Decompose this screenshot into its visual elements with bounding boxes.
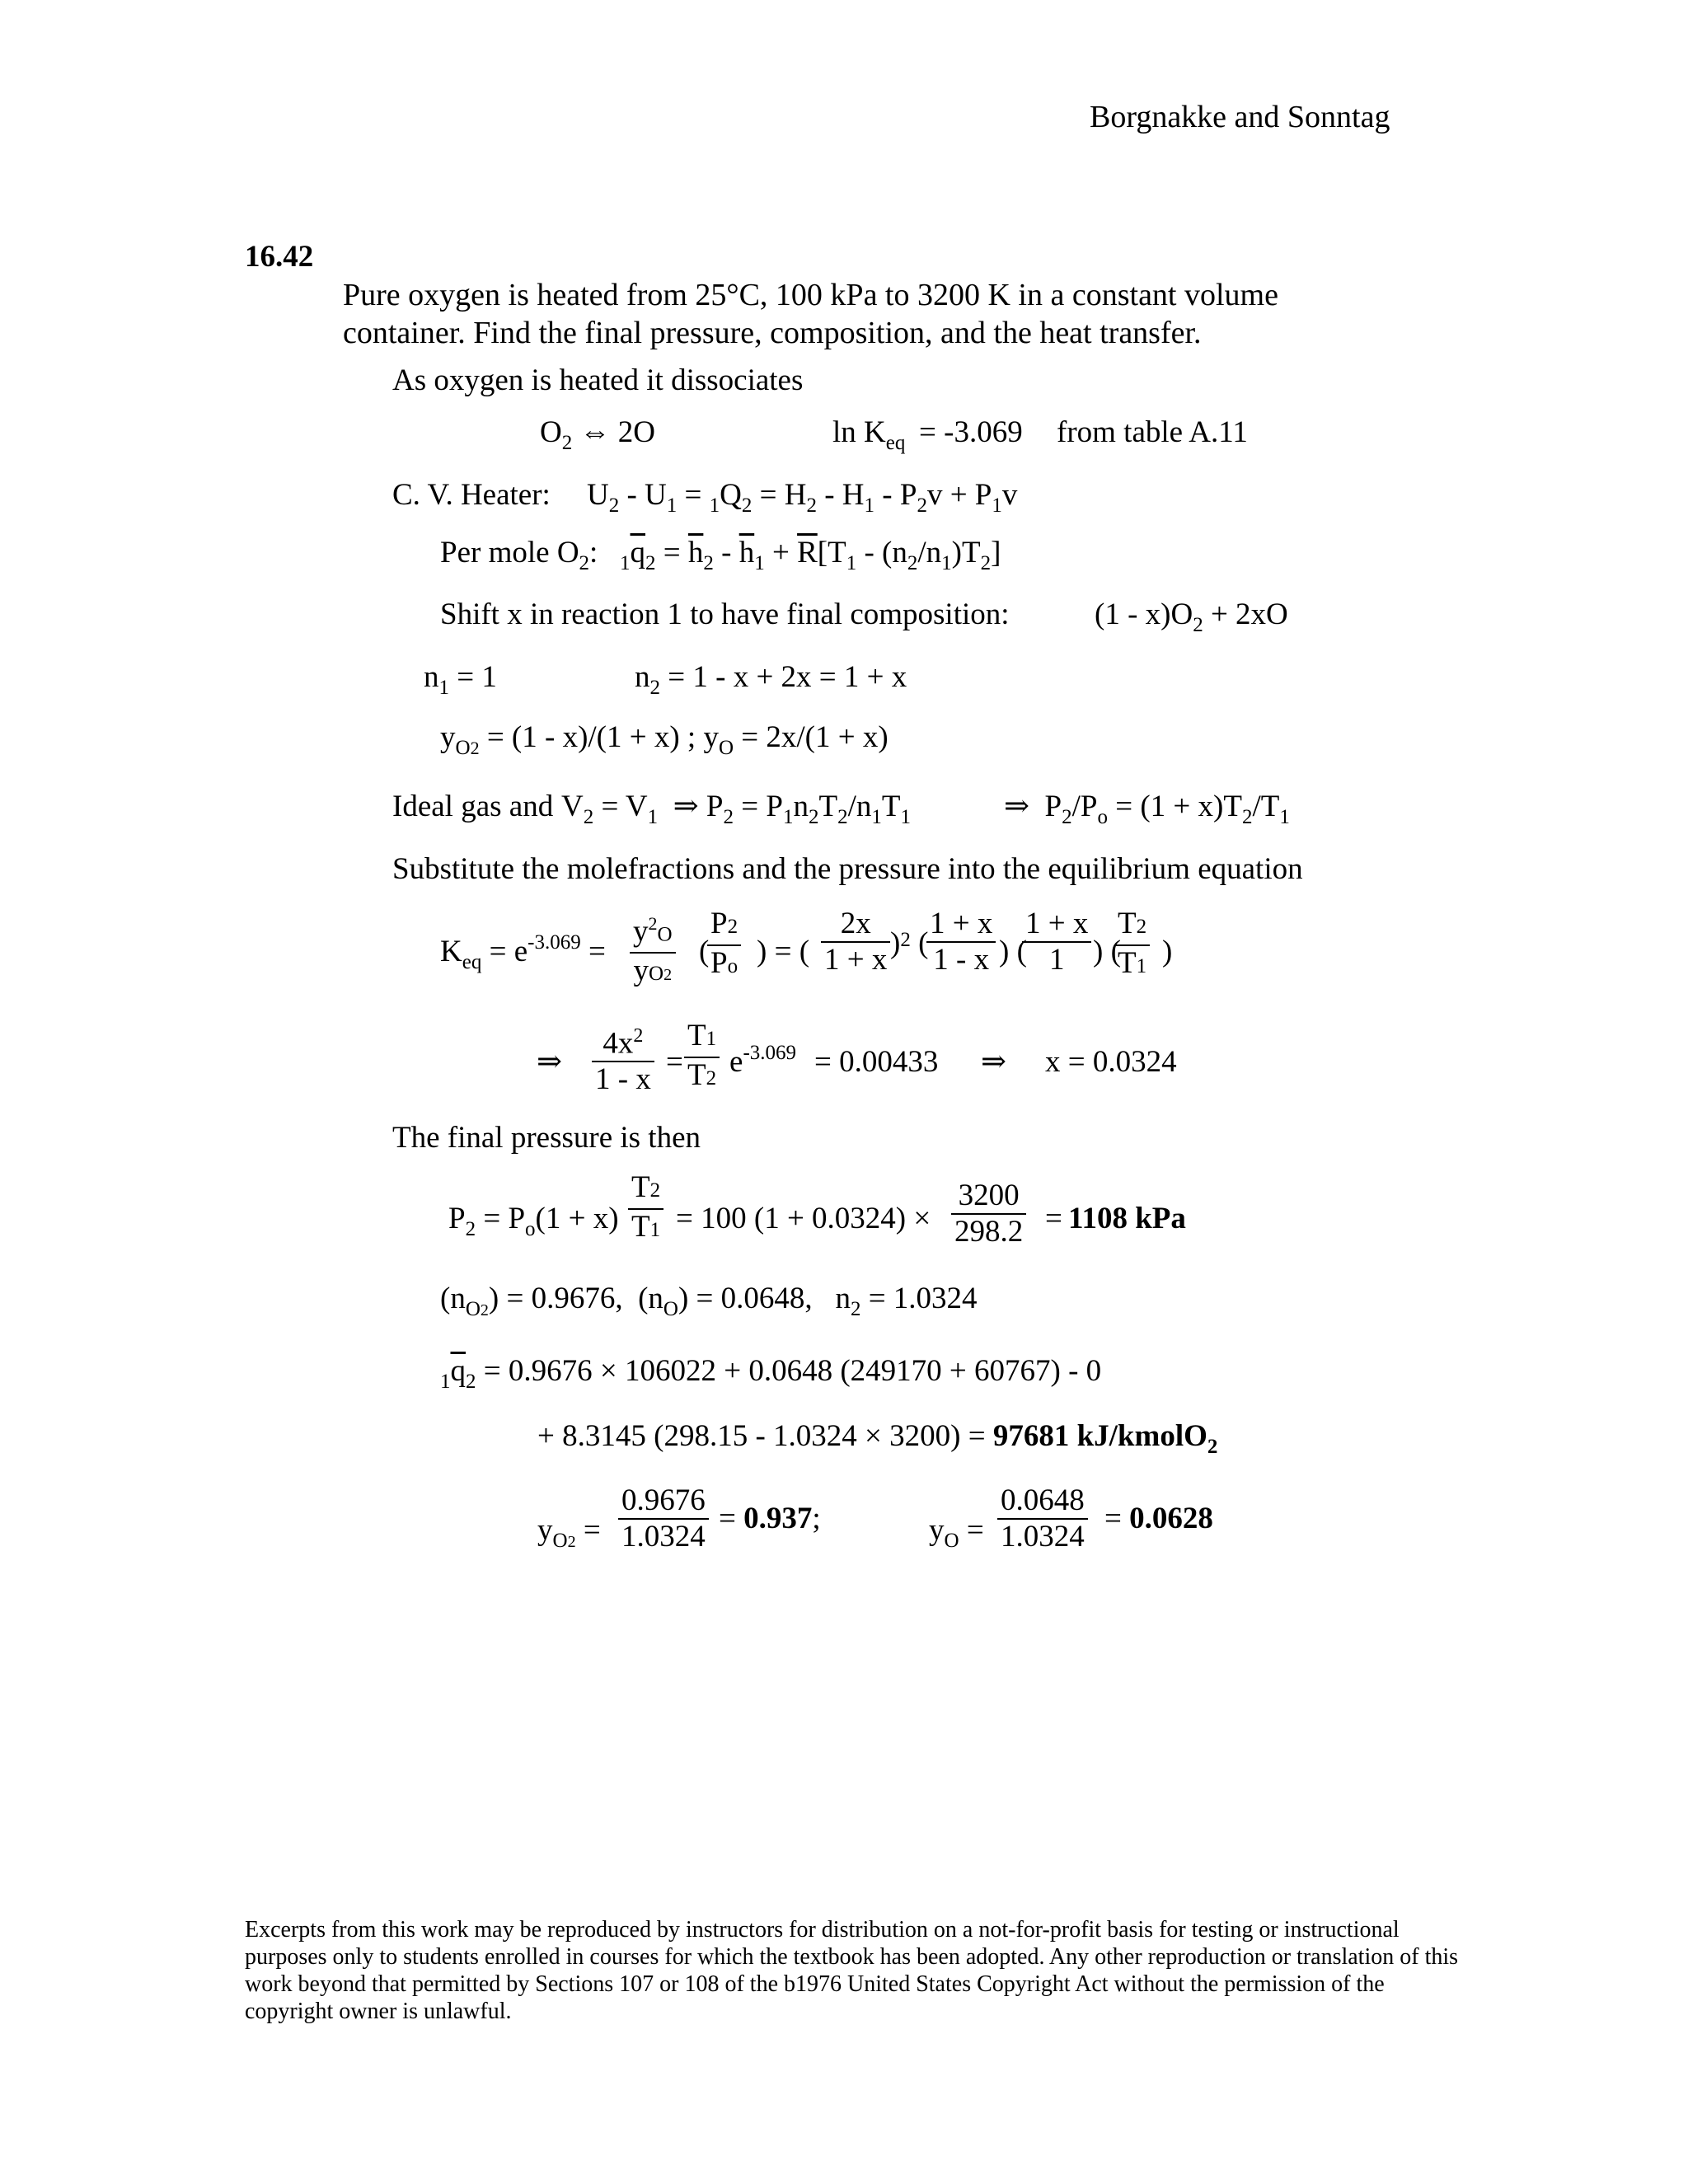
keq-numeric-value: = 0.00433 xyxy=(814,1045,939,1079)
cv-heater-label: C. V. Heater: xyxy=(392,478,551,512)
keq-close-paren: ) xyxy=(1162,935,1173,968)
p2-ratio-fraction: $\frac{3200}{298.2}$ xyxy=(951,1179,1026,1249)
keq-temp-fraction: $\frac{T2}{T1}$ xyxy=(1114,907,1150,984)
p2-equals: = xyxy=(1045,1202,1062,1235)
pressure-ratio-equation: ⇒ $P_2/P_o = (1 + x)T_2/T_1$ xyxy=(1004,790,1290,828)
keq-dissoc-fraction: $\frac{1 + x}{1 - x}$ xyxy=(926,907,996,977)
keq-squared: )$^2$ ( xyxy=(890,926,929,960)
keq-pressure-fraction: $\frac{P2}{Po}$ xyxy=(707,907,741,984)
substitute-text: Substitute the molefractions and the pressure into the equilibrium equation xyxy=(392,852,1303,886)
y-o2-fraction: $\frac{0.9676}{1.0324}$ xyxy=(618,1483,709,1554)
keq-temp-paren: ) ( xyxy=(1093,935,1121,968)
keq-x-fraction: $\frac{2x}{1 + x}$ xyxy=(821,907,890,977)
p2-symbol: $P_2 = P_o(1 + x)$ xyxy=(448,1202,619,1240)
y-o-fraction: $\frac{0.0648}{1.0324}$ xyxy=(997,1483,1088,1554)
page-header-author: Borgnakke and Sonntag xyxy=(1090,100,1390,134)
shift-text: Shift x in reaction 1 to have final composition: xyxy=(440,598,1010,631)
y-o2-label: $y_{O2}$ = xyxy=(537,1513,601,1552)
solution-exponential: $e^{-3.069}$ xyxy=(729,1042,797,1079)
implies-arrow-2: ⇒ xyxy=(981,1045,1007,1079)
copyright-notice: Excerpts from this work may be reproduced by instructors for distribution on a not-for-profit basis for testing or instructional purposes only to students enrolled in courses for which the textbook has been adopted. Any other reproduction or translation of this work beyond that permitted by Sections 107 or 108 of the b1976 United States Copyright Act without the permission of the copyright owner is unlawful. xyxy=(245,1917,1459,2024)
problem-statement-line1: Pure oxygen is heated from 25°C, 100 kPa to 3200 K in a constant volume xyxy=(343,278,1278,312)
solution-temp-fraction: $\frac{T1}{T2}$ xyxy=(684,1019,720,1096)
energy-equation: $U_2 - U_1 = _1Q_2 = H_2 - H_1 - P_2v + P_1v$ xyxy=(587,478,1018,517)
keq-equals: ) = ( xyxy=(757,935,810,968)
intro-text: As oxygen is heated it dissociates xyxy=(392,363,804,397)
final-composition: $(1 - x)O_2 + 2xO$ xyxy=(1095,598,1288,636)
p2-expression: = 100 (1 + 0.0324) × xyxy=(676,1202,931,1235)
per-mole-equation: $_1\overline{q}_2 = \overline{h}_2 - \overline{h}_1 + \overline{R}[T_1 - (n_2/n_1)T_2]$ xyxy=(620,536,1001,574)
ideal-gas-text: Ideal gas and xyxy=(392,790,554,823)
heat-transfer-line2: + 8.3145 (298.15 - 1.0324 × 3200) = 97681 kJ/kmolO$_2$ xyxy=(537,1419,1218,1458)
keq-yo-fraction: $\frac{y^2O}{yO2}$ xyxy=(630,907,676,992)
moles-line: $(n_{O2}) = 0.9676$, $(n_O) = 0.0648$, $n_2 = 1.0324$ xyxy=(440,1282,978,1320)
keq-paren-open: ( xyxy=(699,935,710,968)
final-pressure-text: The final pressure is then xyxy=(392,1121,701,1155)
x-result: x = 0.0324 xyxy=(1045,1045,1177,1079)
implies-arrow-1: ⇒ xyxy=(537,1045,563,1079)
heat-transfer-line1: $_1\overline{q}_2 = 0.9676 \times 106022 + 0.0648$ (249170 + 60767) - 0 xyxy=(440,1354,1102,1393)
keq-mid-paren: ) ( xyxy=(999,935,1027,968)
keq-n-fraction: $\frac{1 + x}{1}$ xyxy=(1022,907,1091,977)
reaction-equation: $O_2$ ⇔ 2O xyxy=(540,415,655,454)
problem-statement-line2: container. Find the final pressure, composition, and the heat transfer. xyxy=(343,316,1202,350)
solution-x-fraction: $\frac{4x^2}{1 - x}$ xyxy=(592,1019,654,1097)
problem-number: 16.42 xyxy=(245,240,314,274)
p2-temp-fraction: $\frac{T2}{T1}$ xyxy=(628,1170,663,1248)
n1-equation: $n_1 = 1$ xyxy=(424,660,497,699)
mole-fraction-equations: $y_{O2} = (1 - x)/(1 + x)$ ; $y_O = 2x/(1 + x)$ xyxy=(440,720,889,759)
n2-equation: $n_2 = 1 - x + 2x = 1 + x$ xyxy=(635,660,907,699)
y-o2-result: = 0.937; xyxy=(719,1502,821,1535)
per-mole-label: Per mole $O_2$: xyxy=(440,536,598,574)
ln-keq-value: = -3.069 xyxy=(919,415,1023,449)
keq-symbol: $K_{eq} = e^{-3.069}$ = xyxy=(440,931,606,973)
y-o-result: = 0.0628 xyxy=(1104,1502,1213,1535)
y-o-label: $y_O$ = xyxy=(929,1513,984,1552)
p2-result: 1108 kPa xyxy=(1068,1202,1186,1235)
table-reference: from table A.11 xyxy=(1057,415,1248,449)
ideal-gas-equation: $V_2 = V_1$ ⇒ $P_2 = P_1n_2T_2/n_1T_1$ xyxy=(561,790,911,828)
ln-keq-label: $\ln K_{eq}$ xyxy=(832,415,906,454)
solution-equals: = xyxy=(666,1045,683,1079)
